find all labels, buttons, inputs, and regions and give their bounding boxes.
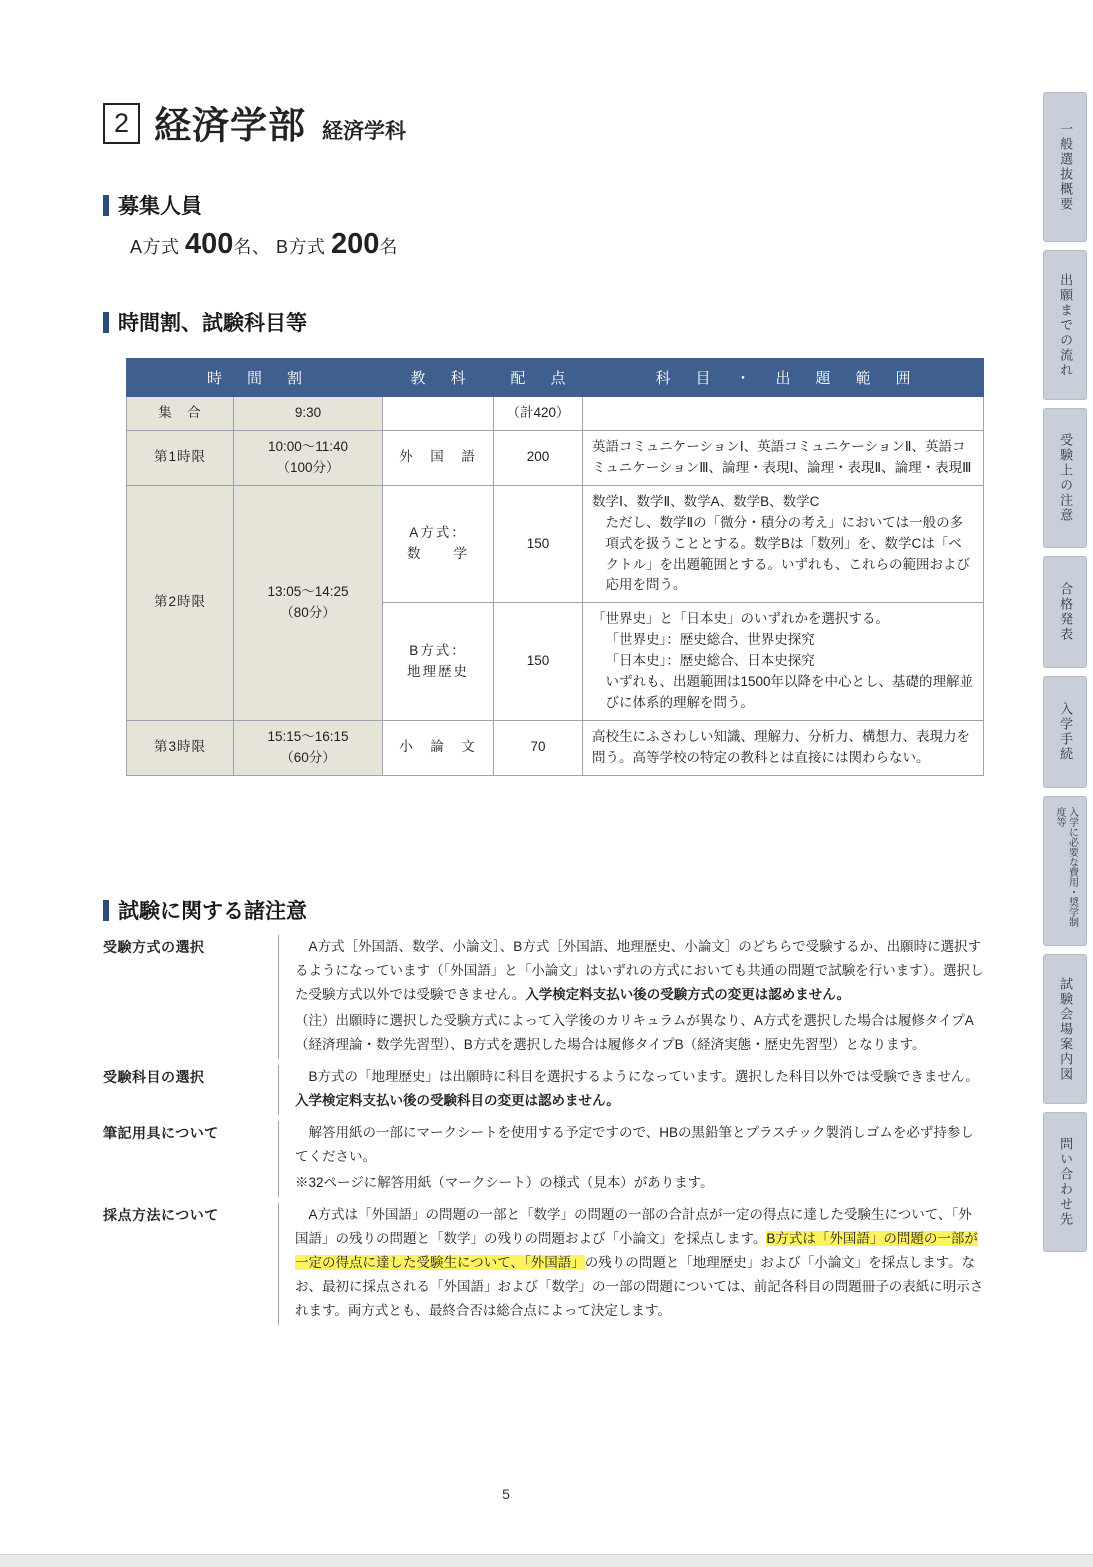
note-text-bold: 入学検定料支払い後の受験科目の変更は認めません。 bbox=[295, 1093, 620, 1109]
department-name: 経済学科 bbox=[322, 120, 407, 143]
heading-exam-notes: 試験に関する諸注意 bbox=[103, 895, 307, 925]
row-p2b-range-l1: 「世界史」と「日本史」のいずれかを選択する。 bbox=[592, 611, 889, 627]
col-time: 時 間 割 bbox=[127, 359, 383, 397]
row-p3-period: 第3時限 bbox=[127, 720, 234, 775]
heading-schedule: 時間割、試験科目等 bbox=[103, 307, 307, 337]
note-text: A方式は「外国語」の問題の一部と「数学」の問題の一部の合計点が一定の得点に達した受験生について、「外国語」の残りの問題と「数学」の残りの問題および「小論文」を採点します。 bbox=[295, 1207, 972, 1247]
method-a-count: 400 bbox=[185, 228, 234, 260]
row-p2b-range-l4: いずれも、出題範囲は1500年以降を中心とし、基礎的理解並びに体系的理解を問う。 bbox=[605, 674, 974, 711]
row-p1-points: 200 bbox=[494, 430, 583, 485]
method-b-count: 200 bbox=[330, 228, 380, 260]
row-p2-time: 13:05〜14:25 （80分） bbox=[234, 485, 383, 720]
method-b-unit: 名 bbox=[379, 237, 398, 257]
row-p2a-range-l1: 数学Ⅰ、数学Ⅱ、数学A、数学B、数学C bbox=[592, 493, 820, 509]
note-paragraph bbox=[295, 1171, 985, 1195]
col-subject: 教 科 bbox=[383, 359, 494, 397]
note-body-subject-choice bbox=[278, 1065, 985, 1115]
col-points: 配 点 bbox=[494, 359, 583, 397]
row-p2b-range bbox=[583, 603, 984, 721]
row-p1-range: 英語コミュニケーションⅠ、英語コミュニケーションⅡ、英語コミュニケーションⅢ、論理・表現Ⅰ、論理・表現Ⅱ、論理・表現Ⅲ bbox=[583, 430, 984, 485]
recruitment-numbers bbox=[130, 228, 398, 261]
table-header-row bbox=[127, 359, 984, 397]
note-label-writing-tools: 筆記用具について bbox=[103, 1125, 219, 1142]
row-p2a-range-l2: ただし、数学Ⅱの「微分・積分の考え」においては一般の多項式を扱うこととする。数学Bは「数列」を、数学Cは「ベクトル」を出題範囲とする。いずれも、これらの範囲および応用を問う。 bbox=[605, 514, 970, 593]
sidebar-item-venue-map[interactable]: 試験会場案内図 bbox=[1043, 954, 1087, 1104]
faculty-name: 経済学部 bbox=[154, 105, 307, 146]
row-p2a-range bbox=[583, 485, 984, 603]
row-p3-range: 高校生にふさわしい知識、理解力、分析力、構想力、表現力を問う。高等学校の特定の教科とは直接には関わらない。 bbox=[583, 720, 984, 775]
note-body-writing-tools bbox=[278, 1121, 985, 1197]
sidebar-item-exam-notes[interactable]: 受験上の注意 bbox=[1043, 408, 1087, 548]
table-row bbox=[127, 430, 984, 485]
note-text: A方式［外国語、数学、小論文］、B方式［外国語、地理歴史、小論文］のどちらで受験するか、出願時に選択するようになっています（「外国語」と「小論文」はいずれの方式においても共通の問題で試験を行います）。選択した受験方式以外では受験できません。 bbox=[295, 939, 984, 1003]
row-p3-points: 70 bbox=[494, 720, 583, 775]
row-p3-subject: 小 論 文 bbox=[383, 720, 494, 775]
row-p2a-subject: A方式： 数 学 bbox=[383, 485, 494, 603]
row-p2b-range-l2: 「世界史」：歴史総合、世界史探究 bbox=[605, 632, 815, 648]
note-paragraph bbox=[295, 935, 985, 1007]
table-row bbox=[127, 720, 984, 775]
row-p2b-points: 150 bbox=[494, 603, 583, 721]
sidebar-item-application-flow[interactable]: 出願までの流れ bbox=[1043, 250, 1087, 400]
sidebar-item-fees-scholarship[interactable]: 入学に必要な費用・奨学制度等 bbox=[1043, 796, 1087, 946]
note-body-grading bbox=[278, 1203, 985, 1325]
sidebar-item-enrollment-procedure[interactable]: 入学手続 bbox=[1043, 676, 1087, 788]
sidebar-item-contact[interactable]: 問い合わせ先 bbox=[1043, 1112, 1087, 1252]
note-text: の残りの問題と「地理歴史」および「小論文」を採点します。なお、最初に採点される「外国語」および「数学」の一部の問題については、前記各科目の問題冊子の表紙に明示されます。両方式とも、最終合否は総合点によって決定します。 bbox=[295, 1255, 984, 1319]
note-text: 解答用紙の一部にマークシートを使用する予定ですので、HBの黒鉛筆とプラスチック製消しゴムを必ず持参してください。 bbox=[295, 1125, 974, 1165]
row-gathering-points: （計420） bbox=[494, 397, 583, 431]
side-tab-nav[interactable] bbox=[1043, 92, 1087, 1252]
method-a-unit: 名、 bbox=[233, 237, 271, 257]
row-gathering-period: 集 合 bbox=[127, 397, 234, 431]
section-number: 2 bbox=[103, 103, 140, 144]
table-row bbox=[127, 485, 984, 603]
note-body-exam-method bbox=[278, 935, 985, 1059]
note-text: ※32ページに解答用紙（マークシート）の様式（見本）があります。 bbox=[295, 1175, 714, 1191]
note-item bbox=[103, 1121, 985, 1197]
row-gathering-time: 9:30 bbox=[234, 397, 383, 431]
note-paragraph bbox=[295, 1121, 985, 1169]
row-p2b-subject: B方式： 地理歴史 bbox=[383, 603, 494, 721]
note-text-highlighted: B方式は「外国語」の問題の一部が一定の得点に達した受験生について、「外国語」 bbox=[295, 1231, 978, 1271]
sidebar-item-general-overview[interactable]: 一般選抜概要 bbox=[1043, 92, 1087, 242]
note-item bbox=[103, 1203, 985, 1325]
schedule-table bbox=[126, 358, 984, 776]
page-number: 5 bbox=[502, 1486, 510, 1502]
note-label-exam-method: 受験方式の選択 bbox=[103, 939, 205, 955]
heading-recruitment: 募集人員 bbox=[103, 190, 202, 220]
notes-list bbox=[103, 935, 985, 1331]
method-a-label: A方式 bbox=[130, 237, 180, 257]
note-paragraph bbox=[295, 1065, 985, 1113]
row-gathering-range bbox=[583, 397, 984, 431]
method-b-label: B方式 bbox=[275, 237, 326, 257]
note-text-bold: 入学検定料支払い後の受験方式の変更は認めません。 bbox=[525, 987, 851, 1003]
note-paragraph bbox=[295, 1203, 985, 1323]
row-p3-time: 15:15〜16:15 （60分） bbox=[234, 720, 383, 775]
table-row bbox=[127, 397, 984, 431]
bottom-bar bbox=[0, 1554, 1093, 1567]
col-range: 科 目 ・ 出 題 範 囲 bbox=[583, 359, 984, 397]
row-p2b-range-l3: 「日本史」：歴史総合、日本史探究 bbox=[605, 653, 815, 669]
note-text: B方式の「地理歴史」は出願時に科目を選択するようになっています。選択した科目以外では受験できません。 bbox=[308, 1069, 979, 1085]
note-item bbox=[103, 935, 985, 1059]
row-p1-subject: 外 国 語 bbox=[383, 430, 494, 485]
row-p1-period: 第1時限 bbox=[127, 430, 234, 485]
row-p2a-points: 150 bbox=[494, 485, 583, 603]
page-title bbox=[103, 95, 406, 150]
note-label-grading: 採点方法について bbox=[103, 1207, 219, 1224]
note-text: （注）出願時に選択した受験方式によって入学後のカリキュラムが異なり、A方式を選択した場合は履修タイプA（経済理論・数学先習型）、B方式を選択した場合は履修タイプB（経済実態・歴史先習型）となります。 bbox=[295, 1013, 974, 1053]
note-label-subject-choice: 受験科目の選択 bbox=[103, 1069, 205, 1086]
sidebar-item-results[interactable]: 合格発表 bbox=[1043, 556, 1087, 668]
row-p2-period: 第2時限 bbox=[127, 485, 234, 720]
note-item bbox=[103, 1065, 985, 1115]
row-gathering-subject bbox=[383, 397, 494, 431]
note-paragraph bbox=[295, 1009, 985, 1057]
row-p1-time: 10:00〜11:40 （100分） bbox=[234, 430, 383, 485]
